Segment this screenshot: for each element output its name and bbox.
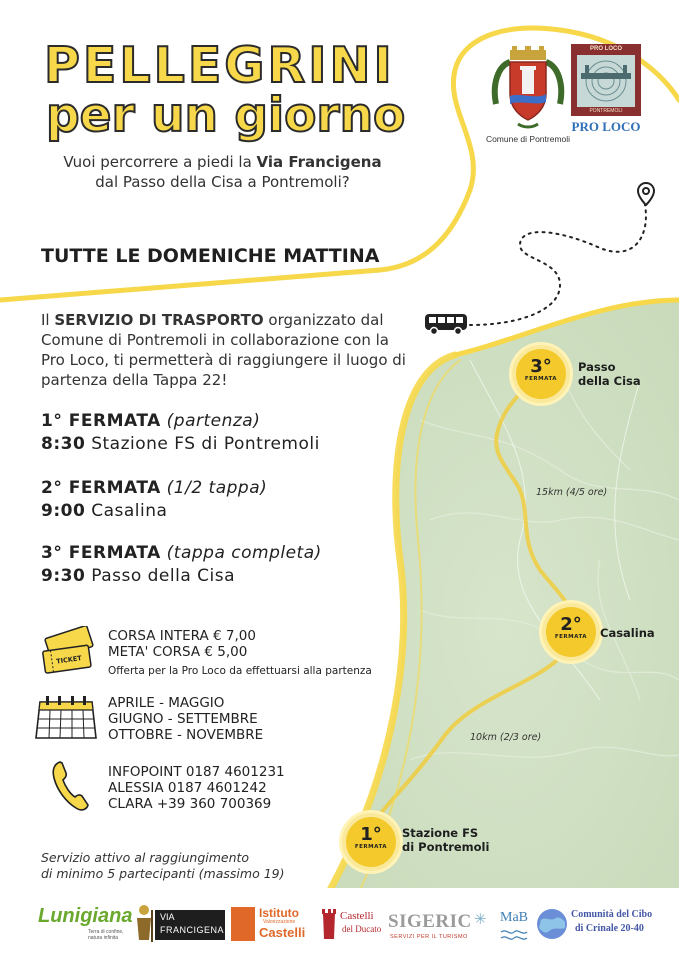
phone-icon <box>50 760 90 812</box>
lunigiana-logo: Lunigiana <box>38 905 133 927</box>
map-badge-stop-3 <box>512 345 570 403</box>
stop-title: 1° FERMATA <box>41 411 161 431</box>
tower-icon <box>320 909 338 939</box>
istituto-line-2: Valorizzazione <box>263 919 296 925</box>
castelli-line-2: del Ducato <box>342 924 382 934</box>
map-badge-stop-1 <box>342 813 400 871</box>
contact-alessia: ALESSIA 0187 4601242 <box>108 780 267 796</box>
intro-part-2: organizzato dal Comune di Pontremoli in collaborazione con la Pro Loco, ti permetterà di raggiungere il luogo di partenza della Tappa 22! <box>41 311 406 389</box>
intro-part-1: Il <box>41 311 55 329</box>
ticket-word: TICKET <box>55 654 83 666</box>
coat-of-arms-icon <box>488 44 568 132</box>
map-label-stop-2: Casalina <box>600 626 655 640</box>
stop-time: 9:00 <box>41 501 86 521</box>
comunita-line-2: di Crinale 20-40 <box>575 923 644 934</box>
contact-clara: CLARA +39 360 700369 <box>108 796 272 812</box>
sigeric-star-icon: ✳ <box>474 911 487 928</box>
comune-logo <box>485 44 571 149</box>
istituto-line-3: Castelli <box>259 925 306 940</box>
intro-highlight: SERVIZIO DI TRASPORTO <box>54 311 264 329</box>
months-line-3: OTTOBRE - NOVEMBRE <box>108 727 264 743</box>
badge-label: FERMATA <box>354 844 388 850</box>
stop-place: Stazione FS di Pontremoli <box>91 434 320 454</box>
mab-logo: MaB <box>500 910 528 925</box>
price-half: META' CORSA € 5,00 <box>108 644 248 660</box>
tickets-icon <box>38 626 100 678</box>
stop-place: Casalina <box>91 501 168 521</box>
stop-note: (1/2 tappa) <box>166 478 268 498</box>
stop-note: (partenza) <box>166 411 261 431</box>
map-label-line: della Cisa <box>578 374 641 388</box>
badge-label: FERMATA <box>524 376 558 382</box>
proloco-logo <box>571 44 641 142</box>
note-line-1: Servizio attivo al raggiungimento <box>41 850 250 865</box>
schedule-heading: TUTTE LE DOMENICHE MATTINA <box>41 245 380 267</box>
badge-number: 2° <box>560 614 582 635</box>
contacts-block <box>108 764 285 812</box>
map-label-line: Stazione FS <box>402 826 479 840</box>
proloco-top-label: PRO LOCO <box>589 46 622 52</box>
lunigiana-tagline: Terra di confine, natura infinita <box>88 929 124 941</box>
stop-3 <box>41 542 322 588</box>
months-line-2: GIUGNO - SETTEMBRE <box>108 711 258 727</box>
map-label-line: di Pontremoli <box>402 840 490 854</box>
prices-block <box>108 628 372 679</box>
istituto-line-1: Istituto <box>259 906 299 920</box>
map-badge-stop-2 <box>542 603 600 661</box>
stop-1 <box>41 410 320 456</box>
badge-number: 3° <box>530 356 552 377</box>
castelli-ducato-logo <box>320 907 382 941</box>
francigena-label: FRANCIGENA <box>160 925 225 935</box>
proloco-brand: PRO LOCO <box>571 119 641 134</box>
proloco-emblem <box>577 55 635 107</box>
price-offer: Offerta per la Pro Loco da effettuarsi alla partenza <box>108 665 372 677</box>
map-label-stop-1 <box>402 826 489 854</box>
pilgrim-icon <box>134 904 154 942</box>
comunita-globe-icon <box>536 908 568 940</box>
bridge-icon <box>577 55 635 107</box>
minimum-participants-note <box>41 850 284 882</box>
sigeric-logo: SIGERIC <box>388 911 472 932</box>
stop-title: 2° FERMATA <box>41 478 161 498</box>
calendar-icon <box>34 692 98 744</box>
istituto-castelli-logo <box>231 907 315 941</box>
months-block <box>108 695 263 743</box>
badge-number: 1° <box>360 824 382 845</box>
stop-time: 9:30 <box>41 566 86 586</box>
note-line-2: di minimo 5 partecipanti (massimo 19) <box>41 866 285 881</box>
subtitle-highlight: Via Francigena <box>256 153 382 171</box>
stop-title: 3° FERMATA <box>41 543 161 563</box>
stop-2 <box>41 477 267 523</box>
bus-icon <box>424 312 468 336</box>
mab-waves-icon <box>500 928 528 942</box>
map-pin-icon <box>637 182 655 206</box>
stop-note: (tappa completa) <box>166 543 322 563</box>
comunita-line-1: Comunità del Cibo <box>571 909 653 920</box>
subtitle-part-2: dal Passo della Cisa a Pontremoli? <box>95 173 350 191</box>
title-line-2: per un giorno <box>46 88 406 143</box>
stop-time: 8:30 <box>41 434 86 454</box>
comune-label: Comune di Pontremoli <box>485 134 571 144</box>
sponsor-bar <box>0 888 679 960</box>
stop-place: Passo della Cisa <box>91 566 236 586</box>
proloco-bottom-label: PONTREMOLI <box>589 108 623 114</box>
intro-paragraph <box>41 310 411 390</box>
via-francigena-logo <box>155 910 225 940</box>
proloco-frame <box>571 44 641 116</box>
distance-lower: 10km (2/3 ore) <box>470 732 542 743</box>
sigeric-tagline: SERVIZI PER IL TURISMO <box>390 934 468 940</box>
map-label-stop-3 <box>578 360 641 388</box>
subtitle <box>30 152 415 192</box>
castle-icon <box>231 907 255 941</box>
price-full: CORSA INTERA € 7,00 <box>108 628 256 644</box>
subtitle-part-1: Vuoi percorrere a piedi la <box>63 153 257 171</box>
via-label: VIA <box>160 912 175 922</box>
months-line-1: APRILE - MAGGIO <box>108 695 225 711</box>
castelli-line-1: Castelli <box>340 910 374 922</box>
contact-infopoint: INFOPOINT 0187 4601231 <box>108 764 285 780</box>
map-label-line: Passo <box>578 360 616 374</box>
badge-label: FERMATA <box>554 634 588 640</box>
distance-upper: 15km (4/5 ore) <box>536 487 608 498</box>
title-line-1: PELLEGRINI <box>44 37 395 94</box>
